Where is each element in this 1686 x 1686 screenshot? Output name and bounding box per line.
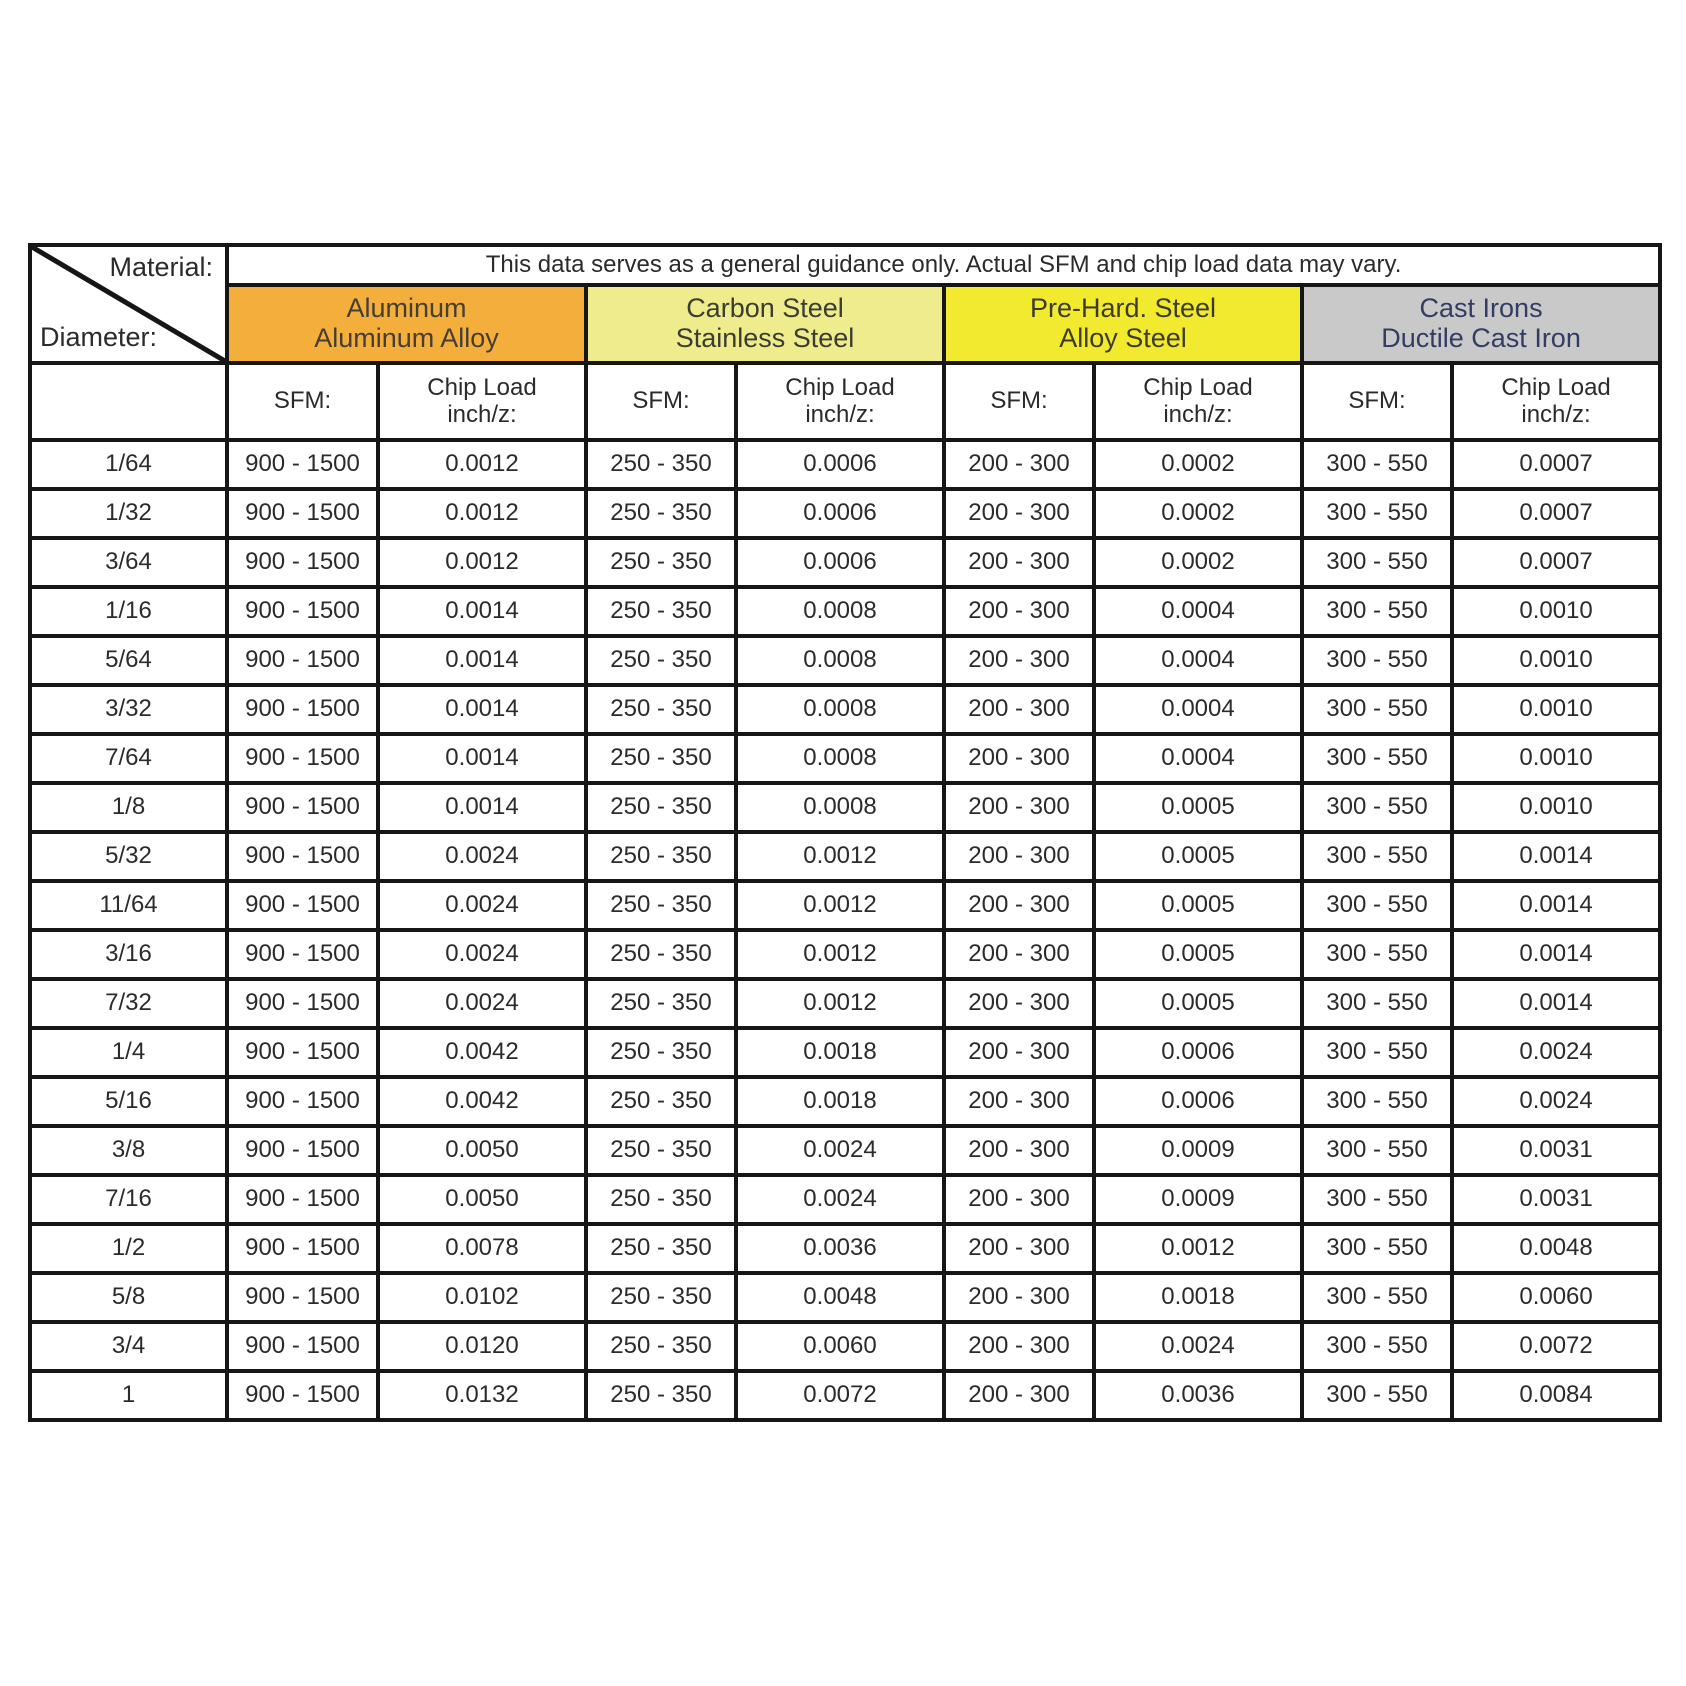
diameter-value: 7/64: [30, 734, 227, 783]
sfm-value: 300 - 550: [1302, 1028, 1452, 1077]
sfm-value: 250 - 350: [586, 685, 736, 734]
chip-load-value: 0.0102: [378, 1273, 586, 1322]
sfm-value: 200 - 300: [944, 1028, 1094, 1077]
sfm-value: 200 - 300: [944, 979, 1094, 1028]
sfm-value: 900 - 1500: [227, 489, 378, 538]
group-header-carbon-steel: [586, 285, 944, 363]
group-header-line2: Aluminum Alloy: [314, 323, 499, 353]
diameter-value: 7/16: [30, 1175, 227, 1224]
diameter-value: 7/32: [30, 979, 227, 1028]
chip-load-column-header: [736, 363, 944, 440]
sfm-value: 300 - 550: [1302, 1273, 1452, 1322]
feeds-and-speeds-table: [28, 243, 1662, 1422]
diameter-value: 1/4: [30, 1028, 227, 1077]
chip-load-value: 0.0024: [1094, 1322, 1302, 1371]
group-header-pre-hard-steel: [944, 285, 1302, 363]
chip-load-value: 0.0050: [378, 1175, 586, 1224]
diameter-value: 5/8: [30, 1273, 227, 1322]
diameter-value: 5/64: [30, 636, 227, 685]
sfm-value: 200 - 300: [944, 734, 1094, 783]
sfm-value: 300 - 550: [1302, 1322, 1452, 1371]
chip-load-value: 0.0006: [1094, 1028, 1302, 1077]
chip-load-value: 0.0002: [1094, 440, 1302, 489]
subheader-blank-cell: [30, 363, 227, 440]
sfm-value: 200 - 300: [944, 1126, 1094, 1175]
chip-load-value: 0.0005: [1094, 979, 1302, 1028]
sfm-value: 900 - 1500: [227, 1028, 378, 1077]
chip-load-value: 0.0036: [736, 1224, 944, 1273]
chip-load-value: 0.0072: [736, 1371, 944, 1420]
table-row: [30, 587, 1660, 636]
table-row: [30, 636, 1660, 685]
sfm-value: 300 - 550: [1302, 1077, 1452, 1126]
sfm-column-header: SFM:: [586, 363, 736, 440]
diameter-value: 5/32: [30, 832, 227, 881]
group-header-line2: Stainless Steel: [675, 323, 855, 353]
chip-load-value: 0.0014: [1452, 881, 1660, 930]
chip-load-value: 0.0024: [378, 979, 586, 1028]
chip-load-header-line2: inch/z:: [1163, 400, 1233, 428]
sfm-value: 250 - 350: [586, 734, 736, 783]
chip-load-value: 0.0050: [378, 1126, 586, 1175]
chip-load-value: 0.0024: [736, 1126, 944, 1175]
sfm-value: 900 - 1500: [227, 930, 378, 979]
sfm-value: 200 - 300: [944, 1371, 1094, 1420]
sfm-value: 200 - 300: [944, 783, 1094, 832]
sfm-value: 900 - 1500: [227, 1371, 378, 1420]
diameter-value: 1/32: [30, 489, 227, 538]
diameter-value: 1/2: [30, 1224, 227, 1273]
sfm-value: 200 - 300: [944, 1175, 1094, 1224]
sfm-value: 300 - 550: [1302, 1371, 1452, 1420]
chip-load-value: 0.0084: [1452, 1371, 1660, 1420]
sfm-value: 250 - 350: [586, 1224, 736, 1273]
chip-load-value: 0.0002: [1094, 489, 1302, 538]
table-row: [30, 1126, 1660, 1175]
chip-load-value: 0.0009: [1094, 1126, 1302, 1175]
chip-load-value: 0.0042: [378, 1028, 586, 1077]
table-row: [30, 1322, 1660, 1371]
chip-load-value: 0.0024: [1452, 1028, 1660, 1077]
chip-load-value: 0.0010: [1452, 685, 1660, 734]
chip-load-value: 0.0012: [736, 930, 944, 979]
sfm-value: 300 - 550: [1302, 783, 1452, 832]
chip-load-value: 0.0006: [736, 440, 944, 489]
chip-load-value: 0.0012: [1094, 1224, 1302, 1273]
sfm-value: 300 - 550: [1302, 685, 1452, 734]
sfm-value: 250 - 350: [586, 538, 736, 587]
chip-load-value: 0.0004: [1094, 587, 1302, 636]
sfm-value: 900 - 1500: [227, 538, 378, 587]
sfm-value: 200 - 300: [944, 1224, 1094, 1273]
table-row: [30, 979, 1660, 1028]
sfm-value: 200 - 300: [944, 832, 1094, 881]
sfm-value: 300 - 550: [1302, 930, 1452, 979]
table-row: [30, 440, 1660, 489]
table-row: [30, 1273, 1660, 1322]
chip-load-value: 0.0018: [736, 1077, 944, 1126]
chip-load-value: 0.0012: [378, 538, 586, 587]
chip-load-header-line1: Chip Load: [1143, 374, 1253, 402]
material-group-header-row: [30, 285, 1660, 363]
diameter-value: 1: [30, 1371, 227, 1420]
chip-load-value: 0.0072: [1452, 1322, 1660, 1371]
chip-load-header-line2: inch/z:: [805, 400, 875, 428]
sfm-value: 300 - 550: [1302, 1175, 1452, 1224]
sfm-value: 200 - 300: [944, 881, 1094, 930]
sfm-value: 200 - 300: [944, 930, 1094, 979]
chip-load-value: 0.0012: [736, 832, 944, 881]
chip-load-value: 0.0031: [1452, 1126, 1660, 1175]
diameter-value: 3/64: [30, 538, 227, 587]
sfm-value: 900 - 1500: [227, 1224, 378, 1273]
sfm-value: 900 - 1500: [227, 685, 378, 734]
table-row: [30, 489, 1660, 538]
sfm-column-header: SFM:: [944, 363, 1094, 440]
sfm-value: 200 - 300: [944, 587, 1094, 636]
sfm-value: 900 - 1500: [227, 1077, 378, 1126]
sfm-value: 900 - 1500: [227, 636, 378, 685]
chip-load-value: 0.0002: [1094, 538, 1302, 587]
group-header-line1: Aluminum: [346, 293, 467, 324]
sfm-value: 300 - 550: [1302, 636, 1452, 685]
sfm-value: 250 - 350: [586, 587, 736, 636]
table-row: [30, 881, 1660, 930]
chip-load-value: 0.0024: [378, 930, 586, 979]
chip-load-value: 0.0004: [1094, 685, 1302, 734]
sfm-value: 300 - 550: [1302, 538, 1452, 587]
disclaimer-row: [30, 245, 1660, 285]
diameter-label: Diameter:: [40, 322, 158, 353]
sfm-value: 200 - 300: [944, 685, 1094, 734]
chip-load-header-line1: Chip Load: [785, 374, 895, 402]
diameter-value: 3/32: [30, 685, 227, 734]
chip-load-value: 0.0006: [736, 538, 944, 587]
chip-load-value: 0.0078: [378, 1224, 586, 1273]
chip-load-column-header: [1094, 363, 1302, 440]
sfm-value: 900 - 1500: [227, 832, 378, 881]
sfm-value: 300 - 550: [1302, 1126, 1452, 1175]
sfm-value: 250 - 350: [586, 881, 736, 930]
sfm-value: 300 - 550: [1302, 440, 1452, 489]
chip-load-value: 0.0012: [378, 440, 586, 489]
chip-load-value: 0.0132: [378, 1371, 586, 1420]
sfm-value: 300 - 550: [1302, 1224, 1452, 1273]
sfm-value: 200 - 300: [944, 1077, 1094, 1126]
disclaimer-text: This data serves as a general guidance only. Actual SFM and chip load data may vary.: [227, 245, 1660, 285]
chip-load-value: 0.0006: [736, 489, 944, 538]
chip-load-value: 0.0018: [736, 1028, 944, 1077]
sfm-value: 250 - 350: [586, 1175, 736, 1224]
group-header-line2: Ductile Cast Iron: [1381, 323, 1581, 353]
sfm-value: 250 - 350: [586, 1077, 736, 1126]
table-row: [30, 685, 1660, 734]
chip-load-value: 0.0010: [1452, 734, 1660, 783]
chip-load-value: 0.0012: [736, 881, 944, 930]
group-header-line1: Cast Irons: [1419, 293, 1543, 324]
chip-load-header-line1: Chip Load: [1501, 374, 1611, 402]
chip-load-value: 0.0008: [736, 636, 944, 685]
diameter-value: 11/64: [30, 881, 227, 930]
sfm-value: 900 - 1500: [227, 783, 378, 832]
sfm-value: 900 - 1500: [227, 440, 378, 489]
chip-load-value: 0.0014: [378, 783, 586, 832]
group-header-line1: Carbon Steel: [686, 293, 844, 324]
diameter-value: 1/8: [30, 783, 227, 832]
chip-load-value: 0.0010: [1452, 587, 1660, 636]
chip-load-value: 0.0004: [1094, 734, 1302, 783]
sfm-value: 900 - 1500: [227, 979, 378, 1028]
chip-load-value: 0.0007: [1452, 489, 1660, 538]
sfm-value: 300 - 550: [1302, 979, 1452, 1028]
sfm-value: 300 - 550: [1302, 832, 1452, 881]
chip-load-value: 0.0014: [378, 587, 586, 636]
table-row: [30, 1175, 1660, 1224]
chip-load-value: 0.0014: [1452, 979, 1660, 1028]
sfm-value: 250 - 350: [586, 1273, 736, 1322]
chip-load-value: 0.0007: [1452, 538, 1660, 587]
sfm-value: 200 - 300: [944, 489, 1094, 538]
chip-load-value: 0.0120: [378, 1322, 586, 1371]
chip-load-header-line2: inch/z:: [447, 400, 517, 428]
table-row: [30, 783, 1660, 832]
sfm-value: 250 - 350: [586, 979, 736, 1028]
sfm-value: 300 - 550: [1302, 734, 1452, 783]
group-header-line1: Pre-Hard. Steel: [1029, 293, 1217, 324]
chip-load-value: 0.0024: [378, 881, 586, 930]
sfm-value: 250 - 350: [586, 1028, 736, 1077]
table-row: [30, 1371, 1660, 1420]
chip-load-value: 0.0009: [1094, 1175, 1302, 1224]
diameter-value: 5/16: [30, 1077, 227, 1126]
chip-load-value: 0.0031: [1452, 1175, 1660, 1224]
sfm-value: 250 - 350: [586, 832, 736, 881]
chip-load-value: 0.0010: [1452, 636, 1660, 685]
chip-load-value: 0.0014: [378, 734, 586, 783]
material-label: Material:: [109, 252, 213, 282]
chip-load-value: 0.0006: [1094, 1077, 1302, 1126]
group-header-cast-irons: [1302, 285, 1660, 363]
chip-load-value: 0.0018: [1094, 1273, 1302, 1322]
diameter-value: 1/64: [30, 440, 227, 489]
table-row: [30, 930, 1660, 979]
sfm-value: 250 - 350: [586, 783, 736, 832]
sfm-value: 250 - 350: [586, 1126, 736, 1175]
table-row: [30, 734, 1660, 783]
sfm-value: 200 - 300: [944, 440, 1094, 489]
group-header-aluminum: [227, 285, 586, 363]
chip-load-value: 0.0004: [1094, 636, 1302, 685]
subheader-row: [30, 363, 1660, 440]
chip-load-value: 0.0008: [736, 587, 944, 636]
sfm-column-header: SFM:: [227, 363, 378, 440]
sfm-value: 900 - 1500: [227, 1273, 378, 1322]
sfm-value: 250 - 350: [586, 1322, 736, 1371]
table-row: [30, 538, 1660, 587]
chip-load-header-line2: inch/z:: [1521, 400, 1591, 428]
chip-load-column-header: [1452, 363, 1660, 440]
diameter-value: 3/16: [30, 930, 227, 979]
chip-load-value: 0.0048: [1452, 1224, 1660, 1273]
chip-load-value: 0.0024: [1452, 1077, 1660, 1126]
sfm-value: 250 - 350: [586, 489, 736, 538]
sfm-value: 250 - 350: [586, 1371, 736, 1420]
chip-load-value: 0.0014: [1452, 832, 1660, 881]
sfm-value: 300 - 550: [1302, 587, 1452, 636]
chip-load-value: 0.0005: [1094, 832, 1302, 881]
diameter-value: 3/8: [30, 1126, 227, 1175]
chip-load-value: 0.0014: [378, 685, 586, 734]
chip-load-header-line1: Chip Load: [427, 374, 537, 402]
sfm-value: 900 - 1500: [227, 734, 378, 783]
table-row: [30, 1224, 1660, 1273]
chip-load-value: 0.0024: [736, 1175, 944, 1224]
chip-load-value: 0.0008: [736, 734, 944, 783]
chip-load-value: 0.0007: [1452, 440, 1660, 489]
sfm-value: 900 - 1500: [227, 1322, 378, 1371]
chip-load-value: 0.0036: [1094, 1371, 1302, 1420]
sfm-value: 250 - 350: [586, 440, 736, 489]
chip-load-value: 0.0048: [736, 1273, 944, 1322]
sfm-value: 200 - 300: [944, 636, 1094, 685]
table-row: [30, 1077, 1660, 1126]
chip-load-value: 0.0008: [736, 783, 944, 832]
sfm-value: 300 - 550: [1302, 881, 1452, 930]
chip-load-value: 0.0012: [736, 979, 944, 1028]
sfm-value: 250 - 350: [586, 930, 736, 979]
sfm-value: 200 - 300: [944, 1322, 1094, 1371]
chip-load-value: 0.0008: [736, 685, 944, 734]
chip-load-value: 0.0024: [378, 832, 586, 881]
table-row: [30, 832, 1660, 881]
corner-cell: [30, 245, 227, 363]
chip-load-value: 0.0010: [1452, 783, 1660, 832]
group-header-line2: Alloy Steel: [1059, 323, 1187, 353]
chip-load-value: 0.0005: [1094, 881, 1302, 930]
diameter-value: 3/4: [30, 1322, 227, 1371]
sfm-value: 200 - 300: [944, 538, 1094, 587]
table-row: [30, 1028, 1660, 1077]
sfm-value: 900 - 1500: [227, 587, 378, 636]
chip-load-value: 0.0060: [1452, 1273, 1660, 1322]
chip-load-value: 0.0014: [378, 636, 586, 685]
sfm-column-header: SFM:: [1302, 363, 1452, 440]
chip-load-value: 0.0060: [736, 1322, 944, 1371]
sfm-value: 250 - 350: [586, 636, 736, 685]
chip-load-value: 0.0005: [1094, 783, 1302, 832]
chip-load-column-header: [378, 363, 586, 440]
sfm-value: 900 - 1500: [227, 881, 378, 930]
sfm-value: 900 - 1500: [227, 1126, 378, 1175]
chip-load-value: 0.0042: [378, 1077, 586, 1126]
chip-load-value: 0.0005: [1094, 930, 1302, 979]
sfm-value: 900 - 1500: [227, 1175, 378, 1224]
chip-load-value: 0.0014: [1452, 930, 1660, 979]
diameter-value: 1/16: [30, 587, 227, 636]
chip-load-value: 0.0012: [378, 489, 586, 538]
sfm-value: 200 - 300: [944, 1273, 1094, 1322]
sfm-value: 300 - 550: [1302, 489, 1452, 538]
